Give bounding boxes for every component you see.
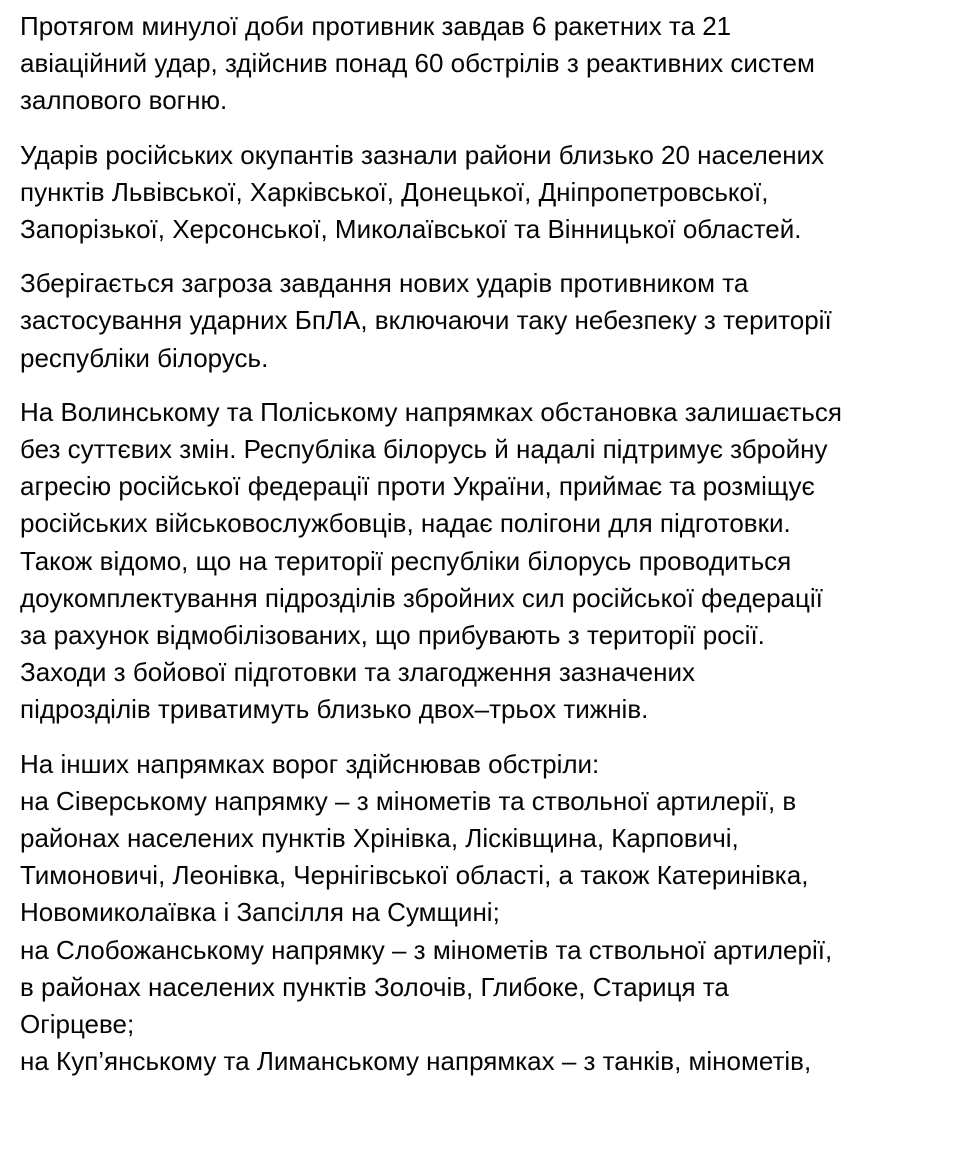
text-line: Запорізької, Херсонської, Миколаївської та Вінницької областей. bbox=[20, 214, 802, 245]
text-line: залпового вогню. bbox=[20, 85, 228, 116]
text-line: підрозділів триватимуть близько двох–трьох тижнів. bbox=[20, 694, 649, 725]
text-line: Ударів російських окупантів зазнали райони близько 20 населених bbox=[20, 139, 825, 170]
text-line: на Куп’янському та Лиманському напрямках – з танків, мінометів, bbox=[20, 1046, 812, 1077]
text-line: На Волинському та Поліському напрямках обстановка залишається bbox=[20, 396, 842, 427]
text-line: Огірцеве; bbox=[20, 1009, 135, 1040]
paragraph-3 bbox=[20, 265, 960, 377]
text-line: застосування ударних БпЛА, включаючи таку небезпеку з території bbox=[20, 305, 832, 336]
text-line: пунктів Львівської, Харківської, Донецької, Дніпропетровської, bbox=[20, 176, 769, 207]
paragraph-4 bbox=[20, 394, 960, 729]
text-line: російських військовослужбовців, надає полігони для підготовки. bbox=[20, 508, 791, 539]
text-line: на Сіверському напрямку – з мінометів та ствольної артилерії, в bbox=[20, 785, 797, 816]
text-line: Також відомо, що на території республіки білорусь проводиться bbox=[20, 545, 792, 576]
text-line: На інших напрямках ворог здійснював обстріли: bbox=[20, 748, 600, 779]
paragraph-5 bbox=[20, 746, 960, 1081]
text-line: за рахунок відмобілізованих, що прибувають з території росії. bbox=[20, 620, 765, 651]
text-line: доукомплектування підрозділів збройних сил російської федерації bbox=[20, 582, 823, 613]
text-line: авіаційний удар, здійснив понад 60 обстрілів з реактивних систем bbox=[20, 48, 815, 79]
text-line: Протягом минулої доби противник завдав 6 ракетних та 21 bbox=[20, 11, 732, 41]
text-line: Заходи з бойової підготовки та злагодження зазначених bbox=[20, 657, 695, 688]
text-line: агресію російської федерації проти України, приймає та розміщує bbox=[20, 471, 815, 502]
text-line: республіки білорусь. bbox=[20, 342, 269, 373]
paragraph-1 bbox=[20, 8, 960, 120]
text-line: без суттєвих змін. Республіка білорусь й надалі підтримує збройну bbox=[20, 434, 828, 465]
text-line: в районах населених пунктів Золочів, Глибоке, Стариця та bbox=[20, 971, 729, 1002]
paragraph-2 bbox=[20, 137, 960, 249]
text-line: Тимоновичі, Леонівка, Чернігівської області, а також Катеринівка, bbox=[20, 860, 809, 891]
post-text bbox=[20, 8, 960, 1097]
text-line: Зберігається загроза завдання нових ударів противником та bbox=[20, 268, 749, 299]
text-line: на Слобожанському напрямку – з мінометів та ствольної артилерії, bbox=[20, 934, 833, 965]
text-line: районах населених пунктів Хрінівка, Лісківщина, Карповичі, bbox=[20, 823, 739, 854]
text-line: Новомиколаївка і Запсілля на Сумщині; bbox=[20, 897, 500, 928]
